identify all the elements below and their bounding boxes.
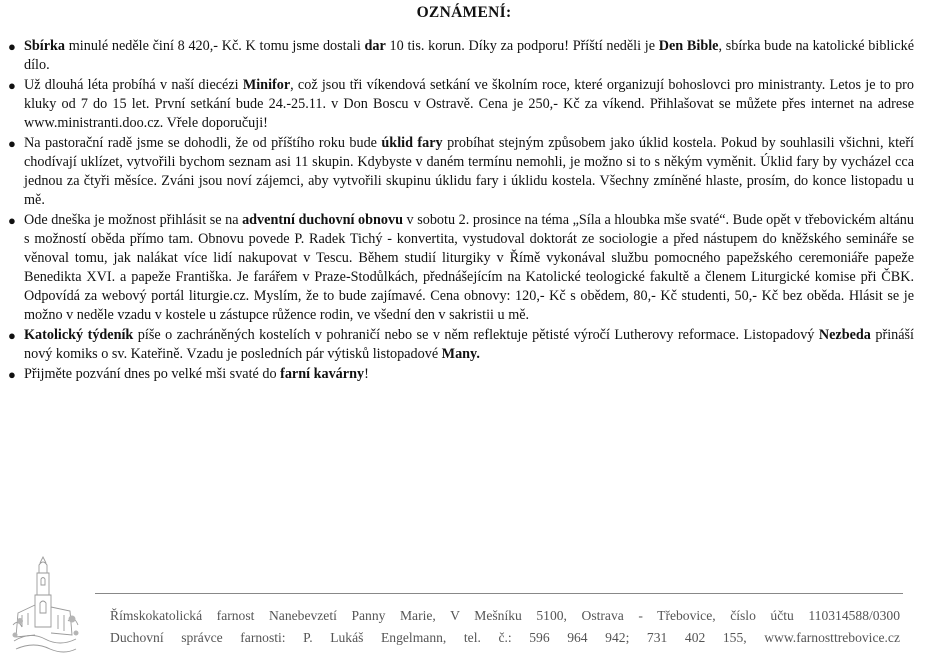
- announcement-item: [8, 134, 914, 210]
- bullet-icon: ●: [8, 213, 16, 228]
- body-text: , což jsou tři víkendová setkání ve školním roce, které organizují bohoslovci pro ministranty. Letos je to pro kluky od 7 do 15 let. První setkání bude 24.-25.11. v Don Boscu v Ostravě. Cena je 250,- Kč za víkend. Přihlašovat se můžete přes internet na adrese www.ministranti.doo.cz. Vřele doporučuji!: [24, 77, 914, 131]
- footer: [110, 605, 900, 649]
- bullet-icon: ●: [8, 78, 16, 93]
- footer-contact-info: Duchovní správce farnosti: P. Lukáš Engelmann, tel. č.: 596 964 942; 731 402 155, www.farnosttrebovice.cz: [110, 630, 900, 645]
- highlighted-text: farní kavárny: [280, 366, 365, 382]
- highlighted-text: Sbírka: [24, 38, 66, 54]
- announcement-text: [24, 366, 369, 382]
- body-text: Na pastorační radě jsme se dohodli, že od příštího roku bude: [24, 135, 382, 151]
- highlighted-text: dar: [364, 38, 386, 54]
- bullet-icon: ●: [8, 367, 16, 382]
- body-text: , sbírka bude na katolické biblické dílo.: [24, 38, 914, 73]
- body-text: probíhat stejným způsobem jako úklid kostela. Pokud by souhlasili všichni, kteří chodívají uklízet, vytvořili bychom seznam asi 11 skupin. Kdybyste v daném termínu nemohli, je možno si to s někým vyměnit. Úklid fary by vycházel cca jednou za čtyři měsíce. Zváni jsou noví zájemci, aby vytvořili skupinu úklidu fary i úklidu kostela. Všechny zmíněné hlaste, prosím, do konce listopadu u mě.: [24, 135, 914, 208]
- announcement-item: [8, 211, 914, 325]
- bullet-icon: ●: [8, 136, 16, 151]
- body-text: Ode dneška je možnost přihlásit se na: [24, 212, 243, 228]
- highlighted-text: Den Bible: [658, 38, 719, 54]
- announcement-text: [24, 38, 914, 73]
- body-text: píše o zachráněných kostelích v pohraničí nebo se v něm reflektuje pětisté výročí Lutherovy reformace. Listopadový: [133, 327, 819, 343]
- announcement-text: [24, 212, 914, 323]
- announcement-text: [24, 327, 914, 362]
- announcement-item: [8, 37, 914, 75]
- page-title: OZNÁMENÍ:: [416, 4, 512, 21]
- footer-divider: [95, 593, 903, 594]
- highlighted-text: Katolický týdeník: [24, 327, 134, 343]
- announcement-item: [8, 326, 914, 364]
- highlighted-text: úklid fary: [381, 135, 443, 151]
- announcement-text: [24, 135, 914, 208]
- announcement-text: [24, 77, 914, 131]
- announcement-list: [8, 37, 914, 385]
- body-text: přináší nový komiks o sv. Kateřině. Vzadu je posledních pár výtisků listopadové: [24, 327, 914, 362]
- body-text: minulé neděle činí 8 420,- Kč. K tomu jsme dostali: [65, 38, 365, 54]
- body-text: !: [364, 366, 369, 382]
- bullet-icon: ●: [8, 39, 16, 54]
- announcement-item: [8, 365, 914, 384]
- highlighted-text: Minifor: [242, 77, 291, 93]
- body-text: Už dlouhá léta probíhá v naší diecézi: [24, 77, 243, 93]
- announcement-item: [8, 76, 914, 133]
- body-text: v sobotu 2. prosince na téma „Síla a hloubka mše svaté“. Bude opět v třebovickém altánu s možností oběda přímo tam. Obnovu povede P. Radek Tichý - konvertita, vystudoval doktorát ze sociologie a před nástupem do kněžského semináře se věnoval tomu, jak nalákat více lidí nakupovat v Tescu. Během studií liturgiky v Římě vykonával službu pomocného papežského ceremoniáře papeže Benedikta XVI. a papeže Františka. Je farářem v Praze-Stodůlkách, přednášejícím na Katolické teologické fakultě a členem Liturgické komise při ČBK. Odpovídá za webový portál liturgie.cz. Myslím, že to bude zajímavé. Cena obnovy: 120,- Kč s obědem, 80,- Kč studenti, 50,- Kč bez oběda. Hlásit se je možno v neděle vzadu v kostele u zástupce růžence rodin, ve všední den v sakristii u mě.: [24, 212, 914, 323]
- footer-parish-info: Římskokatolická farnost Nanebevzetí Panny Marie, V Mešníku 5100, Ostrava - Třebovice, číslo účtu 110314588/0300: [110, 608, 900, 623]
- highlighted-text: Nezbeda: [818, 327, 871, 343]
- body-text: 10 tis. korun. Díky za podporu! Příští neděli je: [385, 38, 659, 54]
- highlighted-text: Many.: [441, 346, 480, 362]
- body-text: Přijměte pozvání dnes po velké mši svaté do: [24, 366, 281, 382]
- church-sketch-icon: [10, 555, 80, 659]
- highlighted-text: adventní duchovní obnovu: [242, 212, 403, 228]
- bullet-icon: ●: [8, 328, 16, 343]
